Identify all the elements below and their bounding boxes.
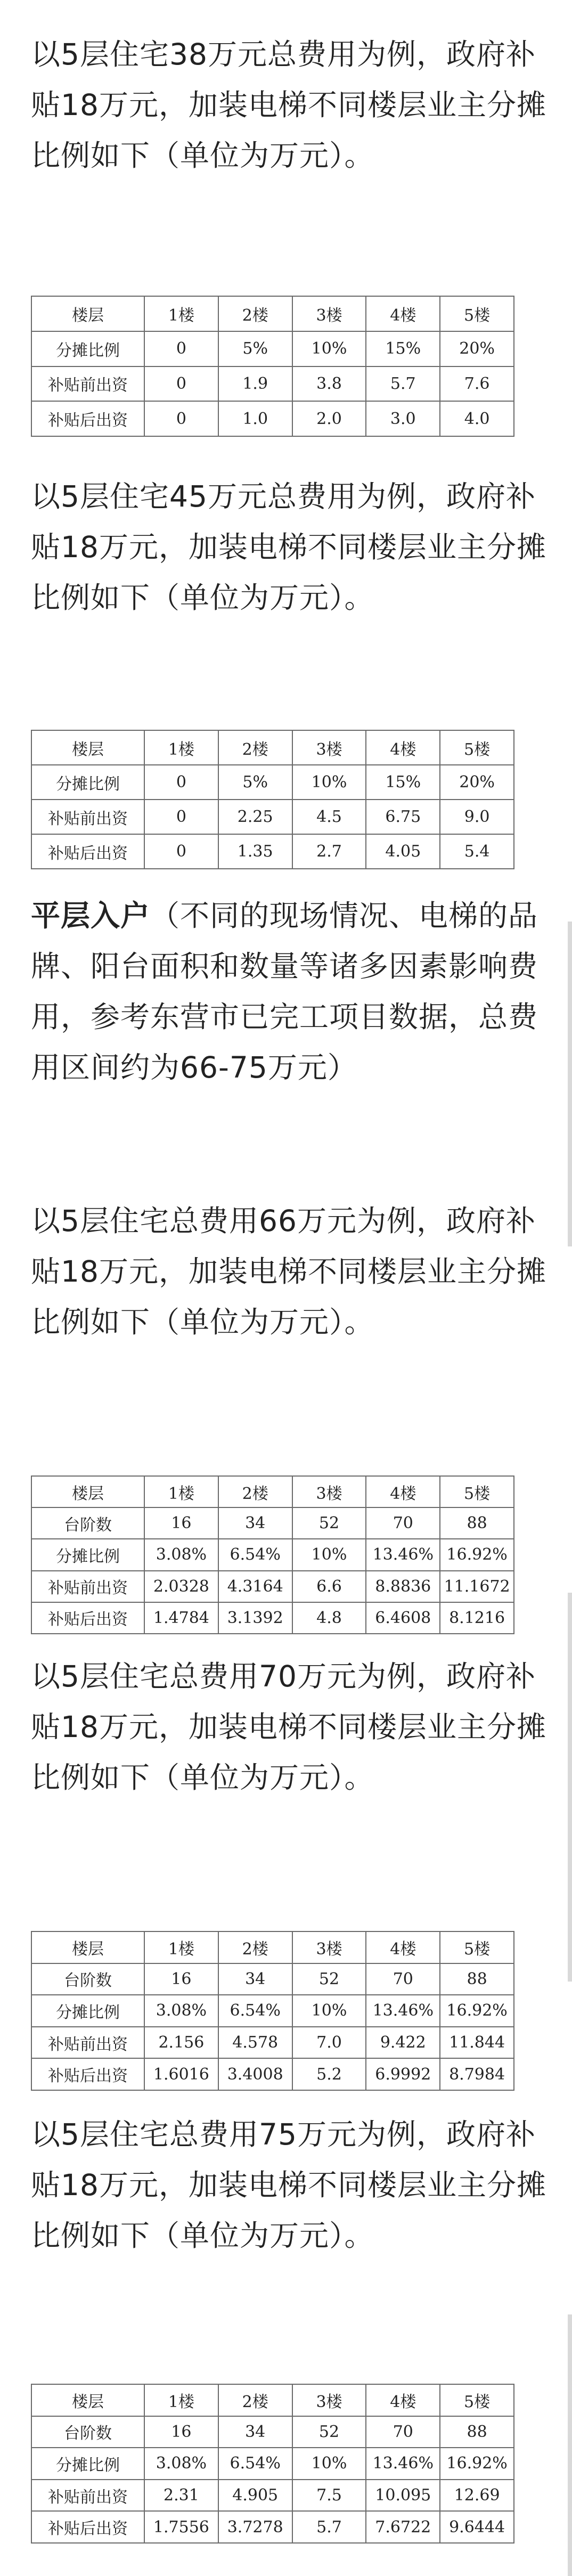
table-row [31,1602,514,1634]
table-cell: 补贴前出资 [31,800,144,834]
table-cell: 补贴前出资 [31,2027,144,2059]
table-cell: 10% [292,765,366,800]
table-cell: 16.92% [440,1995,514,2027]
table-cell: 1.0 [218,401,292,436]
table-header-cell: 2楼 [218,2384,292,2416]
table-cell: 11.1672 [440,1571,514,1602]
table-cell: 88 [440,1507,514,1539]
table-header-cell: 1楼 [144,296,218,331]
table-cell: 52 [292,1507,366,1539]
cost-table [31,2384,514,2544]
table-cell: 3.4008 [218,2058,292,2090]
table-row [31,1539,514,1570]
table-header-row [31,2384,514,2416]
table-row [31,1963,514,1995]
table-header-cell: 楼层 [31,1476,144,1507]
table-row [31,1507,514,1539]
paragraph: 以5层住宅总费用66万元为例，政府补贴18万元，加装电梯不同楼层业主分摊比例如下（单位为万元）。 [31,1204,546,1339]
paragraph [31,891,553,1093]
table-cell: 16.92% [440,1539,514,1570]
table-cell: 9.6444 [440,2511,514,2543]
table-cell: 0 [144,401,218,436]
table-header-cell: 4楼 [366,296,440,331]
table-cell: 补贴后出资 [31,2058,144,2090]
table-cell: 2.7 [292,834,366,869]
table-header-cell: 5楼 [440,1476,514,1507]
table-cell: 11.844 [440,2027,514,2059]
paragraph: 以5层住宅38万元总费用为例，政府补贴18万元，加装电梯不同楼层业主分摊比例如下（单位为万元）。 [31,37,546,173]
table-header-cell: 3楼 [292,730,366,765]
table-header-cell: 3楼 [292,1931,366,1963]
table-row [31,2058,514,2090]
table-cell: 10% [292,1995,366,2027]
table-header-row [31,1476,514,1507]
table-row [31,2416,514,2448]
table-cell: 1.9 [218,366,292,402]
table-cell: 8.1216 [440,1602,514,1634]
table-row [31,2511,514,2543]
table-cell: 5% [218,765,292,800]
table-header-cell: 5楼 [440,296,514,331]
table-cell: 3.8 [292,366,366,402]
table-cell: 5.2 [292,2058,366,2090]
table-cell: 3.0 [366,401,440,436]
table-cell: 6.9992 [366,2058,440,2090]
table-header-cell: 楼层 [31,296,144,331]
table-cell: 20% [440,331,514,366]
table-cell: 13.46% [366,1995,440,2027]
table-header-cell: 楼层 [31,2384,144,2416]
table-header-cell: 5楼 [440,730,514,765]
table-cell: 1.4784 [144,1602,218,1634]
paragraph-bold-lead: 平层入户 [31,899,151,933]
table-cell: 0 [144,800,218,834]
table-header-cell: 楼层 [31,730,144,765]
table-cell: 34 [218,1963,292,1995]
table-cell: 6.4608 [366,1602,440,1634]
table-cell: 补贴后出资 [31,401,144,436]
table-cell: 16 [144,2416,218,2448]
table-header-cell: 1楼 [144,1931,218,1963]
table-cell: 0 [144,834,218,869]
table-cell: 7.5 [292,2480,366,2512]
table-cell: 13.46% [366,2448,440,2480]
table-header-cell: 楼层 [31,1931,144,1963]
table-header-cell: 2楼 [218,730,292,765]
table-cell: 0 [144,366,218,402]
table-cell: 台阶数 [31,1963,144,1995]
table-cell: 6.54% [218,2448,292,2480]
table-row [31,401,514,436]
table-cell: 13.46% [366,1539,440,1570]
table-cell: 补贴后出资 [31,834,144,869]
table-cell: 10% [292,331,366,366]
table-header-row [31,1931,514,1963]
paragraph: 以5层住宅总费用75万元为例，政府补贴18万元，加装电梯不同楼层业主分摊比例如下（单位为万元）。 [31,2117,546,2253]
table-cell: 16.92% [440,2448,514,2480]
table-header-cell: 5楼 [440,1931,514,1963]
table-row [31,2027,514,2059]
table-cell: 7.6722 [366,2511,440,2543]
table-header-cell: 2楼 [218,1476,292,1507]
table-cell: 6.6 [292,1571,366,1602]
paragraph-text: （不同的现场情况、电梯的品牌、阳台面积和数量等诸多因素影响费用，参考东营市已完工项目数据，总费用区间约为66-75万元） [31,899,538,1085]
table-cell: 补贴后出资 [31,1602,144,1634]
table-row [31,2448,514,2480]
table-cell: 0 [144,765,218,800]
table-header-cell: 1楼 [144,730,218,765]
table-cell: 2.0328 [144,1571,218,1602]
table-cell: 7.6 [440,366,514,402]
table-cell: 70 [366,1963,440,1995]
table-cell: 34 [218,1507,292,1539]
table-cell: 台阶数 [31,1507,144,1539]
table-cell: 6.54% [218,1995,292,2027]
table-row [31,331,514,366]
table-row [31,800,514,834]
table-cell: 补贴前出资 [31,1571,144,1602]
table-row [31,834,514,869]
table-cell: 5% [218,331,292,366]
table-cell: 分摊比例 [31,1995,144,2027]
table-cell: 4.905 [218,2480,292,2512]
paragraph: 以5层住宅总费用70万元为例，政府补贴18万元，加装电梯不同楼层业主分摊比例如下（单位为万元）。 [31,1659,546,1795]
table-header-row [31,296,514,331]
table-cell: 补贴前出资 [31,366,144,402]
table-cell: 70 [366,1507,440,1539]
table-cell: 补贴后出资 [31,2511,144,2543]
table-header-cell: 3楼 [292,1476,366,1507]
table-cell: 3.08% [144,1995,218,2027]
scrollbar[interactable] [568,1593,572,1982]
table-cell: 6.75 [366,800,440,834]
table-cell: 分摊比例 [31,331,144,366]
paragraph: 以5层住宅45万元总费用为例，政府补贴18万元，加装电梯不同楼层业主分摊比例如下（单位为万元）。 [31,479,546,615]
table-cell: 3.08% [144,1539,218,1570]
table-cell: 3.7278 [218,2511,292,2543]
table-cell: 9.0 [440,800,514,834]
table-header-row [31,730,514,765]
table-cell: 3.08% [144,2448,218,2480]
table-cell: 2.156 [144,2027,218,2059]
table-cell: 0 [144,331,218,366]
table-cell: 4.0 [440,401,514,436]
table-row [31,2480,514,2512]
table-cell: 分摊比例 [31,2448,144,2480]
table-cell: 20% [440,765,514,800]
table-cell: 3.1392 [218,1602,292,1634]
table-cell: 5.7 [366,366,440,402]
table-header-cell: 4楼 [366,1476,440,1507]
table-cell: 1.6016 [144,2058,218,2090]
table-cell: 分摊比例 [31,765,144,800]
table-cell: 15% [366,331,440,366]
cost-table [31,1476,514,1634]
table-cell: 16 [144,1963,218,1995]
table-cell: 12.69 [440,2480,514,2512]
table-header-cell: 3楼 [292,2384,366,2416]
table-cell: 10% [292,2448,366,2480]
table-cell: 4.8 [292,1602,366,1634]
table-cell: 52 [292,1963,366,1995]
table-row [31,765,514,800]
table-cell: 8.7984 [440,2058,514,2090]
table-cell: 2.0 [292,401,366,436]
table-cell: 1.7556 [144,2511,218,2543]
table-cell: 4.3164 [218,1571,292,1602]
table-cell: 52 [292,2416,366,2448]
table-cell: 台阶数 [31,2416,144,2448]
scrollbar[interactable] [568,922,572,1246]
scrollbar[interactable] [568,2314,572,2576]
table-cell: 1.35 [218,834,292,869]
table-cell: 34 [218,2416,292,2448]
table-cell: 2.25 [218,800,292,834]
table-header-cell: 1楼 [144,1476,218,1507]
table-cell: 8.8836 [366,1571,440,1602]
table-cell: 4.578 [218,2027,292,2059]
table-cell: 70 [366,2416,440,2448]
table-row [31,366,514,402]
cost-table [31,296,514,437]
table-cell: 88 [440,1963,514,1995]
table-cell: 9.422 [366,2027,440,2059]
table-header-cell: 4楼 [366,1931,440,1963]
table-cell: 10.095 [366,2480,440,2512]
cost-table [31,1931,514,2091]
table-cell: 16 [144,1507,218,1539]
table-header-cell: 4楼 [366,2384,440,2416]
table-cell: 15% [366,765,440,800]
table-header-cell: 2楼 [218,1931,292,1963]
table-row [31,1995,514,2027]
table-cell: 分摊比例 [31,1539,144,1570]
table-cell: 6.54% [218,1539,292,1570]
table-cell: 5.7 [292,2511,366,2543]
table-cell: 5.4 [440,834,514,869]
table-cell: 2.31 [144,2480,218,2512]
table-cell: 补贴前出资 [31,2480,144,2512]
table-row [31,1571,514,1602]
table-cell: 88 [440,2416,514,2448]
table-header-cell: 4楼 [366,730,440,765]
table-header-cell: 2楼 [218,296,292,331]
table-header-cell: 5楼 [440,2384,514,2416]
cost-table [31,730,514,869]
table-header-cell: 3楼 [292,296,366,331]
table-cell: 4.05 [366,834,440,869]
table-header-cell: 1楼 [144,2384,218,2416]
table-cell: 4.5 [292,800,366,834]
table-cell: 7.0 [292,2027,366,2059]
table-cell: 10% [292,1539,366,1570]
